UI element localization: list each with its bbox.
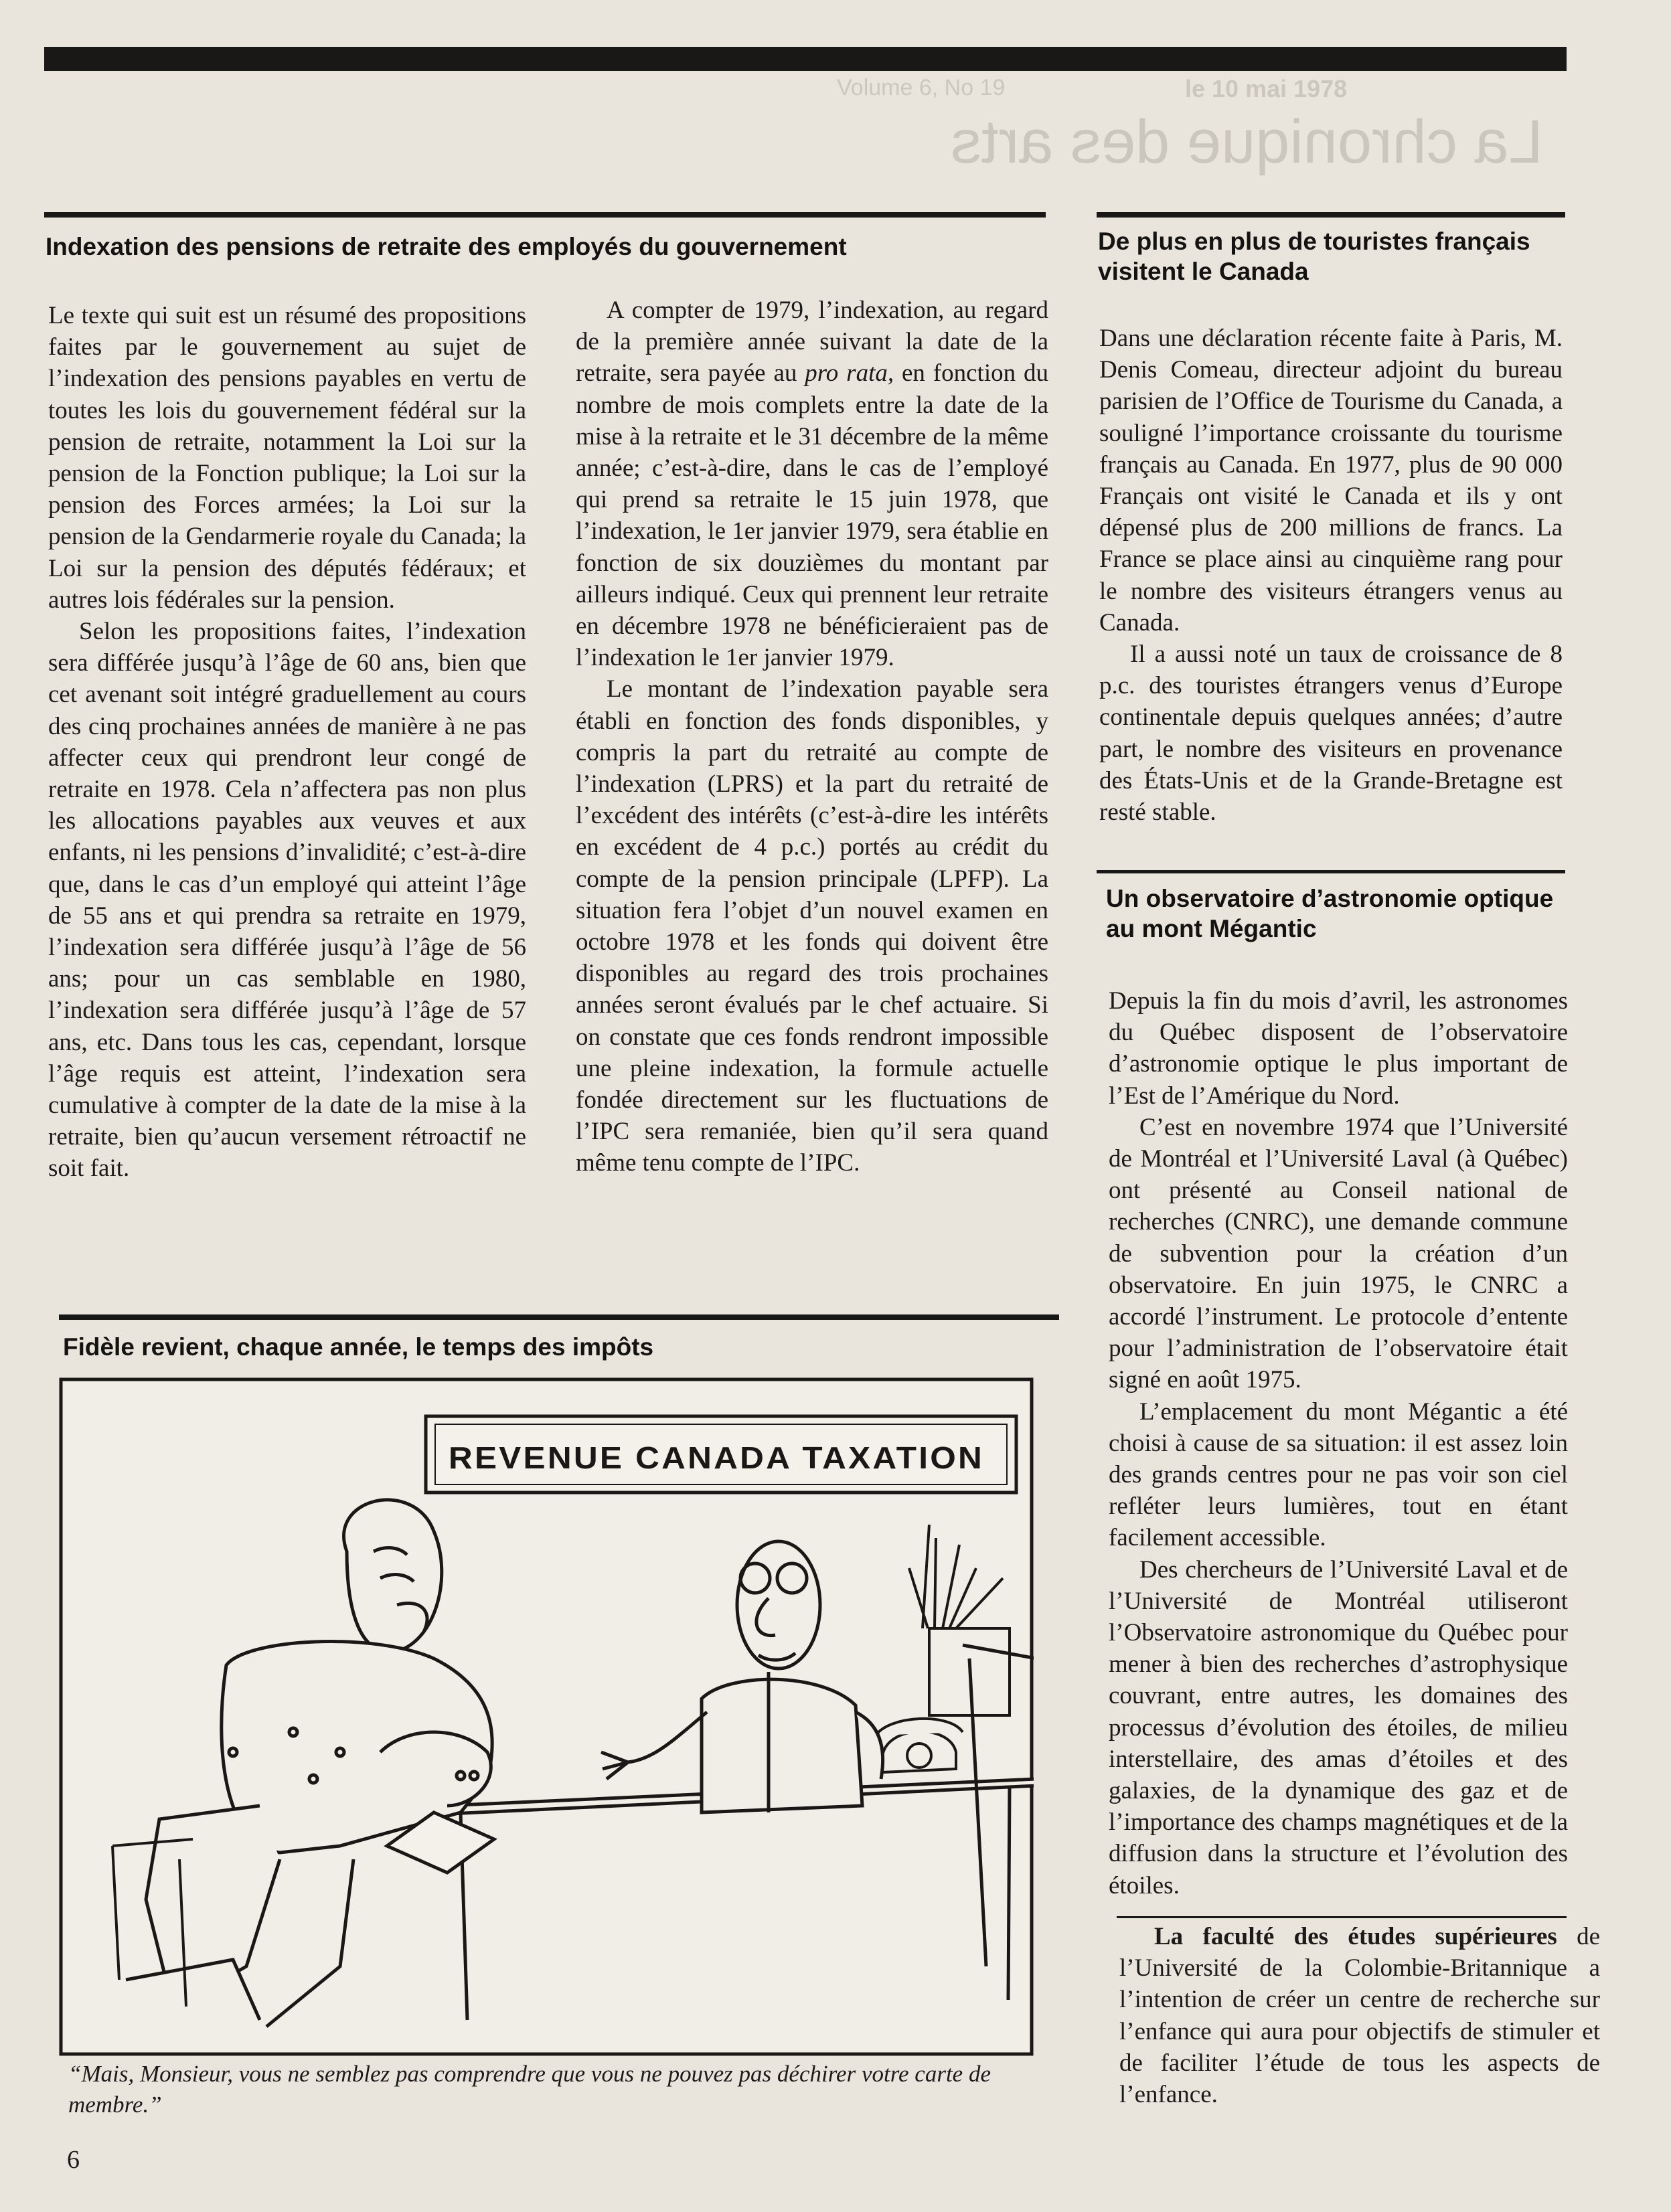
ghost-volume: Volume 6, No 19 (837, 75, 1006, 100)
ghost-title: La chronique des arts (951, 108, 1543, 176)
cartoon-illustration (59, 1377, 1034, 2056)
observatoire-p1: Depuis la fin du mois d’avril, les astronomes du Québec disposent de l’observatoire d’astronomie optique le plus important de l’Est de l’Amérique du Nord. (1109, 987, 1568, 1110)
touristes-p1: Dans une déclaration récente faite à Paris, M. Denis Comeau, directeur adjoint du bureau parisien de l’Office de Tourisme du Canada, a souligné l’importance croissante du tourisme français au Canada. En 1977, plus de 90 000 Français ont visité le Canada et ils y ont dépensé plus de 200 millions de francs. La France se place ainsi au cinquième rang pour le nombre des visiteurs étrangers venus au Canada. (1099, 325, 1563, 636)
observatoire-p2: C’est en novembre 1974 que l’Université de Montréal et l’Université Laval (à Québec) ont présenté au Conseil national de recherches (CNRC), une demande commune de subvention pour la création d’un observatoire. En juin 1975, le CNRC a accordé l’instrument. Le protocole d’entente pour l’administration de l’observatoire était signé en août 1975. (1109, 1113, 1568, 1394)
ubc-text: de l’Université de la Colombie-Britannique a l’intention de créer un centre de recherche sur l’enfance qui aura pour objectifs de stimuler et de faciliter l’étude de tous les aspects de l’enfance. (1119, 1923, 1600, 2109)
observatoire-body (1109, 985, 1568, 1901)
sign-text: REVENUE CANADA TAXATION (449, 1440, 984, 1475)
cartoon-frame (59, 1377, 1034, 2056)
pensions-rule (44, 212, 1046, 218)
ubc-rule (1117, 1916, 1567, 1918)
observatoire-p4: Des chercheurs de l’Université Laval et de l’Université de Montréal utiliseront l’Observatoire astronomique du Québec pour mener à bien des recherches d’astrophysique couvrant, entre autres, les domaines des processus d’évolution des étoiles, de milieu interstellaire, des amas d’étoiles et des galaxies, de la dynamique des gaz et de l’importance des champs magnétiques et de la diffusion dans la structure et l’évolution des étoiles. (1109, 1555, 1568, 1899)
pensions-col1-p2: Selon les propositions faites, l’indexation sera différée jusqu’à l’âge de 60 ans, bien que cet avenant soit intégré graduellement au cours des cinq prochaines années de manière à ne pas affecter ceux qui prendront leur congé de retraite en 1978. Cela n’affectera pas non plus les allocations payables aux veuves et aux enfants, ni les pensions d’invalidité; c’est-à-dire que, dans le cas d’un employé qui atteint l’âge de 55 ans et qui prendra sa retraite en 1979, l’indexation sera différée jusqu’à l’âge de 56 ans; pour un cas semblable en 1980, l’indexation sera différée jusqu’à l’âge de 57 ans, etc. Dans tous les cas, cependant, lorsque l’âge requis est atteint, l’indexation sera cumulative à compter de la date de la mise à la retraite, bien qu’aucun versement rétroactif ne soit fait. (48, 618, 526, 1183)
ghost-date: le 10 mai 1978 (1185, 75, 1348, 102)
top-rule (44, 47, 1567, 71)
page-number: 6 (67, 2146, 80, 2174)
pensions-col2 (576, 294, 1048, 1179)
pensions-col1 (48, 300, 526, 1185)
pensions-col2-p2: Le montant de l’indexation payable sera établi en fonction des fonds disponibles, y compris la part du retraité au compte de l’indexation (LPRS) et la part du retraité de l’excédent des intérêts (c’est-à-dire les intérêts en excédent de 4 p.c.) portés au crédit du compte de la pension principale (LPFP). La situation fera l’objet d’un nouvel examen en octobre 1978 et les fonds qui doivent être disponibles au regard des trois prochaines années seront évalués par le chef actuaire. Si on constate que ces fonds rendront impossible une pleine indexation, la formule actuelle fondée directement sur les fluctuations de l’IPC sera remaniée, bien qu’il sera quand même tenu compte de l’IPC. (576, 675, 1048, 1177)
touristes-body (1099, 323, 1563, 828)
ubc-brief (1119, 1921, 1600, 2110)
touristes-rule (1097, 212, 1565, 218)
pensions-col2-p1: A compter de 1979, l’indexation, au regard de la première année suivant la date de la retraite, sera payée au pro rata, en fonction du nombre de mois complets entre la date de la mise à la retraite et le 31 décembre de la même année; c’est-à-dire, dans le cas de l’employé qui prend sa retraite le 15 juin 1978, que l’indexation, le 1er janvier 1979, sera établie en fonction de six douzièmes du montant par ailleurs indiqué. Ceux qui prennent leur retraite en décembre 1978 ne bénéficieraient pas de l’indexation le 1er janvier 1979. (576, 296, 1048, 672)
touristes-p2: Il a aussi noté un taux de croissance de 8 p.c. des touristes étrangers venus d’Europe continentale depuis quelques années; d’autre part, le nombre des visiteurs en provenance des États-Unis et de la Grande-Bretagne est resté stable. (1099, 641, 1563, 827)
ubc-lead: La faculté des études supérieures (1154, 1923, 1557, 1950)
cartoon-rule (59, 1314, 1059, 1320)
observatoire-rule (1097, 870, 1565, 873)
pensions-title: Indexation des pensions de retraite des employés du gouvernement (46, 233, 847, 260)
touristes-title: De plus en plus de touristes français visitent le Canada (1098, 228, 1530, 285)
cartoon-caption: “Mais, Monsieur, vous ne semblez pas comprendre que vous ne pouvez pas déchirer votre carte de membre.” (68, 2061, 991, 2118)
observatoire-p3: L’emplacement du mont Mégantic a été choisi à cause de sa situation: il est assez loin des grands centres pour ne pas voir son ciel refléter leurs lumières, tout en étant facilement accessible. (1109, 1397, 1568, 1552)
telephone (876, 1719, 963, 1772)
cartoon-title: Fidèle revient, chaque année, le temps des impôts (63, 1333, 654, 1361)
observatoire-title: Un observatoire d’astronomie optique au mont Mégantic (1106, 885, 1554, 942)
pensions-col1-p1: Le texte qui suit est un résumé des propositions faites par le gouvernement au sujet de l’indexation des pensions payables en vertu de toutes les lois du gouvernement fédéral sur la pension de retraite, notamment la Loi sur la pension de la Fonction publique; la Loi sur la pension des Forces armées; la Loi sur la pension de la Gendarmerie royale du Canada; la Loi sur la pension des députés fédéraux; et autres lois fédérales sur la pension. (48, 302, 526, 614)
